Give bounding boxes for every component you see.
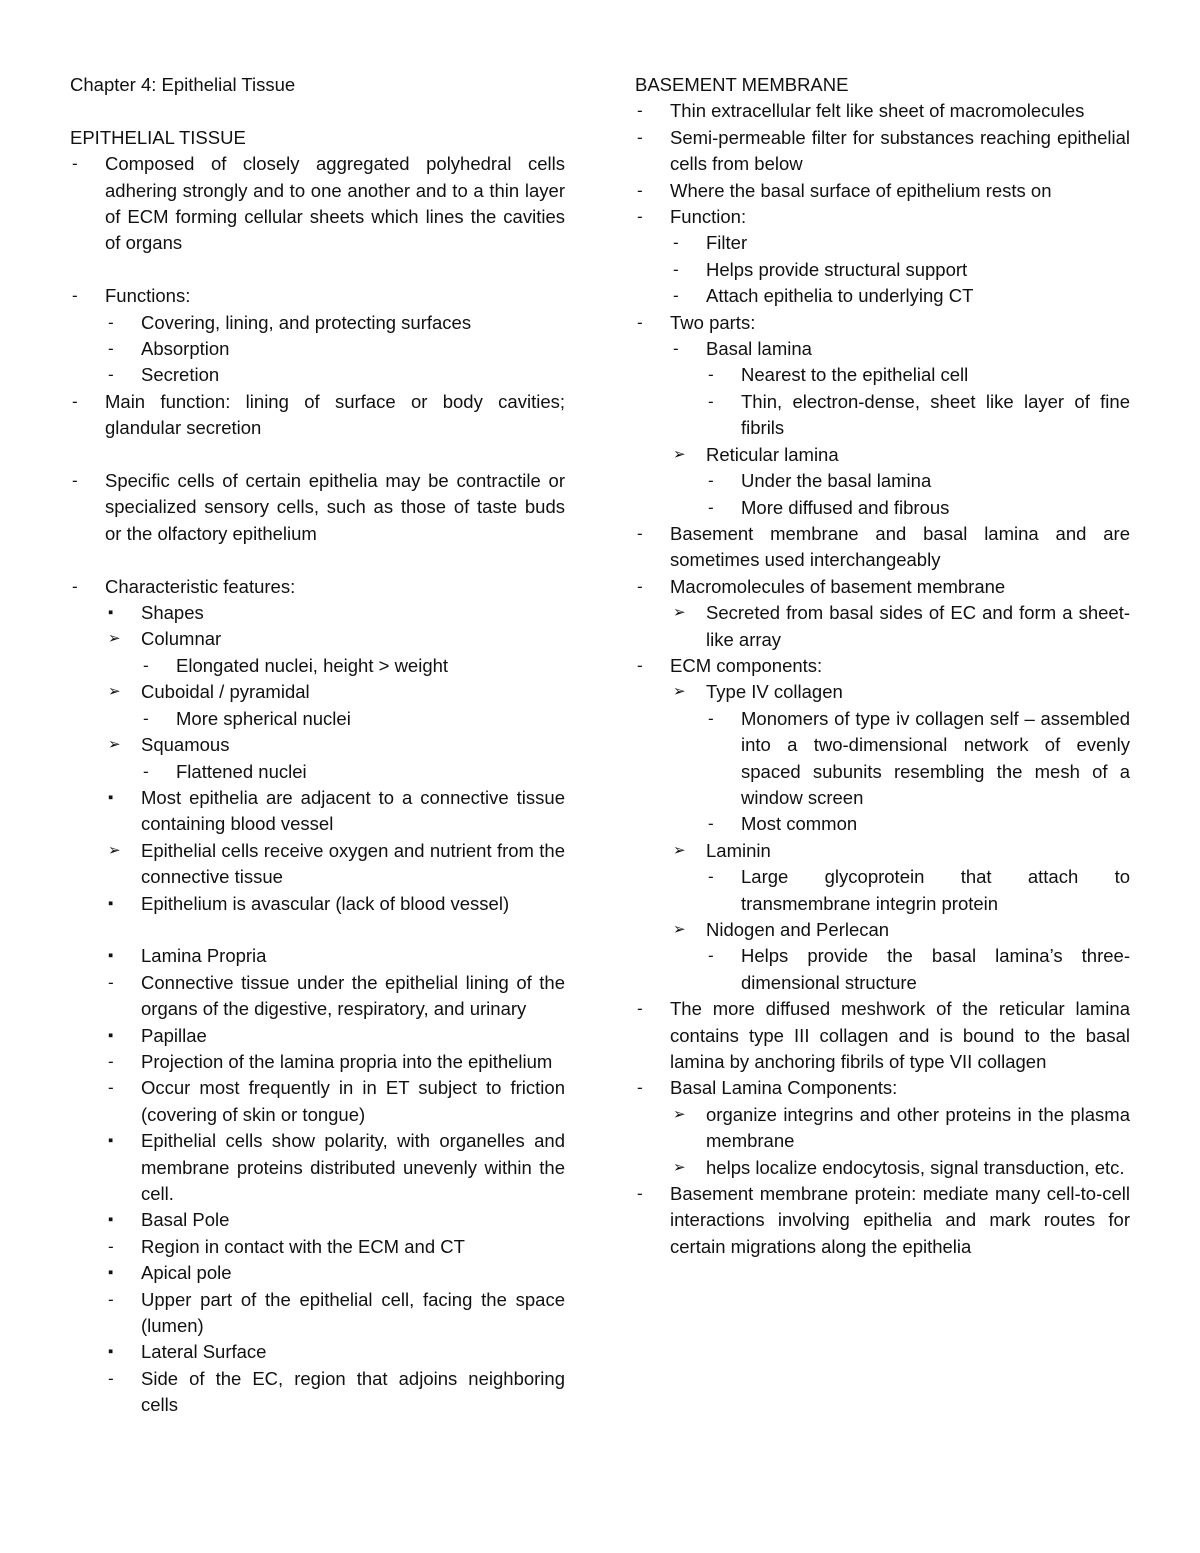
list-item-text: More spherical nuclei bbox=[176, 707, 351, 729]
list-item bbox=[70, 970, 565, 1023]
dash-bullet-icon: - bbox=[72, 391, 78, 411]
arrow-bullet-icon: ➢ bbox=[673, 683, 686, 701]
list-item bbox=[635, 679, 1130, 705]
list-item-text: Squamous bbox=[141, 734, 230, 756]
list-item bbox=[70, 1260, 565, 1286]
dash-bullet-icon: - bbox=[673, 339, 679, 359]
dash-bullet-icon: - bbox=[708, 391, 714, 411]
list-item bbox=[70, 1023, 565, 1049]
spacer bbox=[70, 442, 565, 468]
dash-bullet-icon: - bbox=[708, 814, 714, 834]
list-item bbox=[635, 521, 1130, 574]
list-item bbox=[70, 336, 565, 362]
square-bullet-icon: ▪ bbox=[108, 894, 114, 912]
list-item bbox=[70, 1207, 565, 1233]
dash-bullet-icon: - bbox=[637, 207, 643, 227]
list-item-text: Two parts: bbox=[670, 311, 756, 333]
list-item-text: Lamina Propria bbox=[141, 945, 267, 967]
dash-bullet-icon: - bbox=[637, 523, 643, 543]
list-item bbox=[70, 706, 565, 732]
arrow-bullet-icon: ➢ bbox=[108, 683, 121, 701]
basement-membrane-notes bbox=[635, 98, 1130, 1260]
list-item bbox=[70, 1075, 565, 1128]
dash-bullet-icon: - bbox=[673, 259, 679, 279]
list-item bbox=[635, 864, 1130, 917]
list-item-text: Basal lamina bbox=[706, 338, 812, 360]
epithelial-tissue-notes bbox=[70, 151, 565, 1418]
list-item bbox=[70, 679, 565, 705]
list-item bbox=[70, 759, 565, 785]
list-item-text: Basement membrane and basal lamina and are sometimes used interchangeably bbox=[670, 522, 1130, 571]
list-item bbox=[70, 1234, 565, 1260]
list-item bbox=[70, 362, 565, 388]
list-item-text: Side of the EC, region that adjoins neighboring cells bbox=[141, 1367, 565, 1416]
dash-bullet-icon: - bbox=[637, 127, 643, 147]
arrow-bullet-icon: ➢ bbox=[673, 445, 686, 463]
list-item bbox=[635, 310, 1130, 336]
dash-bullet-icon: - bbox=[637, 999, 643, 1019]
arrow-bullet-icon: ➢ bbox=[673, 1158, 686, 1176]
dash-bullet-icon: - bbox=[708, 471, 714, 491]
list-item bbox=[70, 1128, 565, 1207]
list-item bbox=[70, 1049, 565, 1075]
square-bullet-icon: ▪ bbox=[108, 1211, 114, 1229]
list-item-text: More diffused and fibrous bbox=[741, 496, 950, 518]
dash-bullet-icon: - bbox=[637, 1078, 643, 1098]
dash-bullet-icon: - bbox=[708, 365, 714, 385]
list-item-text: Basement membrane protein: mediate many cell-to-cell interactions involving epithelia and mark routes for certain migrations along the epithelia bbox=[670, 1183, 1130, 1257]
list-item-text: Lateral Surface bbox=[141, 1341, 267, 1363]
list-item bbox=[635, 1102, 1130, 1155]
dash-bullet-icon: - bbox=[708, 708, 714, 728]
dash-bullet-icon: - bbox=[108, 339, 114, 359]
list-item-text: Reticular lamina bbox=[706, 443, 839, 465]
list-item-text: Epithelial cells show polarity, with organelles and membrane proteins distributed unevenly within the cell. bbox=[141, 1130, 565, 1204]
list-item bbox=[70, 785, 565, 838]
arrow-bullet-icon: ➢ bbox=[108, 841, 121, 859]
square-bullet-icon: ▪ bbox=[108, 1264, 114, 1282]
list-item bbox=[70, 310, 565, 336]
dash-bullet-icon: - bbox=[637, 576, 643, 596]
list-item-text: Where the basal surface of epithelium rests on bbox=[670, 179, 1052, 201]
list-item bbox=[635, 811, 1130, 837]
list-item bbox=[635, 178, 1130, 204]
list-item-text: Columnar bbox=[141, 628, 222, 650]
list-item-text: Most common bbox=[741, 813, 858, 835]
dash-bullet-icon: - bbox=[108, 972, 114, 992]
list-item bbox=[70, 891, 565, 917]
list-item-text: Basal Pole bbox=[141, 1209, 230, 1231]
dash-bullet-icon: - bbox=[108, 1051, 114, 1071]
spacer bbox=[70, 98, 565, 124]
list-item-text: Shapes bbox=[141, 602, 204, 624]
list-item bbox=[635, 442, 1130, 468]
list-item bbox=[70, 732, 565, 758]
dash-bullet-icon: - bbox=[108, 1078, 114, 1098]
dash-bullet-icon: - bbox=[108, 312, 114, 332]
dash-bullet-icon: - bbox=[72, 154, 78, 174]
list-item-text: Monomers of type iv collagen self – assembled into a two-dimensional network of evenly spaced subunits resembling the mesh of a window screen bbox=[741, 707, 1130, 808]
dash-bullet-icon: - bbox=[637, 655, 643, 675]
list-item bbox=[635, 389, 1130, 442]
dash-bullet-icon: - bbox=[637, 101, 643, 121]
list-item-text: Thin, electron-dense, sheet like layer of fine fibrils bbox=[741, 390, 1130, 439]
list-item-text: Most epithelia are adjacent to a connective tissue containing blood vessel bbox=[141, 786, 565, 835]
list-item-text: Connective tissue under the epithelial lining of the organs of the digestive, respiratory, and urinary bbox=[141, 971, 565, 1020]
list-item bbox=[70, 838, 565, 891]
list-item-text: Nearest to the epithelial cell bbox=[741, 364, 969, 386]
list-item-text: Macromolecules of basement membrane bbox=[670, 575, 1006, 597]
list-item-text: Attach epithelia to underlying CT bbox=[706, 285, 974, 307]
arrow-bullet-icon: ➢ bbox=[108, 736, 121, 754]
dash-bullet-icon: - bbox=[108, 1368, 114, 1388]
list-item bbox=[635, 230, 1130, 256]
list-item bbox=[635, 1075, 1130, 1101]
list-item-text: Composed of closely aggregated polyhedral cells adhering strongly and to one another and to a thin layer of ECM forming cellular sheets which lines the cavities of organs bbox=[105, 153, 565, 254]
dash-bullet-icon: - bbox=[637, 180, 643, 200]
list-item-text: ECM components: bbox=[670, 654, 823, 676]
list-item-text: Cuboidal / pyramidal bbox=[141, 681, 310, 703]
list-item-text: Under the basal lamina bbox=[741, 470, 932, 492]
dash-bullet-icon: - bbox=[708, 946, 714, 966]
list-item-text: Region in contact with the ECM and CT bbox=[141, 1235, 465, 1257]
arrow-bullet-icon: ➢ bbox=[673, 1105, 686, 1123]
list-item bbox=[635, 600, 1130, 653]
arrow-bullet-icon: ➢ bbox=[108, 630, 121, 648]
dash-bullet-icon: - bbox=[673, 233, 679, 253]
spacer bbox=[70, 257, 565, 283]
list-item-text: Occur most frequently in in ET subject to friction (covering of skin or tongue) bbox=[141, 1077, 565, 1125]
list-item bbox=[635, 362, 1130, 388]
square-bullet-icon: ▪ bbox=[108, 1132, 114, 1150]
dash-bullet-icon: - bbox=[72, 286, 78, 306]
list-item bbox=[635, 653, 1130, 679]
dash-bullet-icon: - bbox=[108, 1236, 114, 1256]
list-item bbox=[70, 1366, 565, 1419]
list-item-text: Absorption bbox=[141, 338, 230, 360]
list-item-text: Function: bbox=[670, 206, 747, 228]
list-item-text: Specific cells of certain epithelia may be contractile or specialized sensory cells, such as those of taste buds or the olfactory epithelium bbox=[105, 470, 565, 544]
right-column bbox=[635, 72, 1130, 1260]
list-item bbox=[70, 574, 565, 600]
list-item bbox=[635, 257, 1130, 283]
list-item-text: Helps provide the basal lamina’s three-dimensional structure bbox=[741, 945, 1130, 993]
section-heading-basement-membrane: BASEMENT MEMBRANE bbox=[635, 74, 849, 95]
dash-bullet-icon: - bbox=[108, 365, 114, 385]
list-item-text: organize integrins and other proteins in the plasma membrane bbox=[706, 1103, 1130, 1152]
list-item bbox=[635, 125, 1130, 178]
list-item-text: Thin extracellular felt like sheet of macromolecules bbox=[670, 100, 1085, 122]
list-item bbox=[635, 706, 1130, 812]
list-item-text: Secretion bbox=[141, 364, 220, 386]
list-item bbox=[635, 996, 1130, 1075]
square-bullet-icon: ▪ bbox=[108, 788, 114, 806]
list-item-text: Main function: lining of surface or body cavities; glandular secretion bbox=[105, 390, 565, 439]
list-item-text: Basal Lamina Components: bbox=[670, 1077, 898, 1099]
square-bullet-icon: ▪ bbox=[108, 1026, 114, 1044]
list-item bbox=[635, 283, 1130, 309]
list-item-text: Type IV collagen bbox=[706, 681, 843, 703]
list-item-text: Epithelium is avascular (lack of blood vessel) bbox=[141, 892, 510, 914]
list-item bbox=[635, 336, 1130, 362]
list-item-text: Flattened nuclei bbox=[176, 760, 307, 782]
list-item-text: Semi-permeable filter for substances reaching epithelial cells from below bbox=[670, 126, 1130, 175]
list-item bbox=[635, 917, 1130, 943]
list-item bbox=[70, 943, 565, 969]
dash-bullet-icon: - bbox=[637, 312, 643, 332]
dash-bullet-icon: - bbox=[637, 1184, 643, 1204]
list-item-text: Functions: bbox=[105, 285, 191, 307]
list-item bbox=[635, 943, 1130, 996]
list-item-text: Laminin bbox=[706, 839, 771, 861]
list-item-text: Nidogen and Perlecan bbox=[706, 919, 890, 940]
list-item-text: Covering, lining, and protecting surfaces bbox=[141, 311, 472, 333]
dash-bullet-icon: - bbox=[143, 655, 149, 675]
list-item bbox=[635, 204, 1130, 230]
list-item-text: Secreted from basal sides of EC and form a sheet-like array bbox=[706, 602, 1130, 650]
section-heading-epithelial-tissue: EPITHELIAL TISSUE bbox=[70, 126, 246, 148]
list-item bbox=[70, 600, 565, 626]
arrow-bullet-icon: ➢ bbox=[673, 604, 686, 622]
list-item bbox=[70, 1287, 565, 1340]
spacer bbox=[70, 547, 565, 573]
spacer bbox=[70, 917, 565, 943]
list-item bbox=[635, 574, 1130, 600]
dash-bullet-icon: - bbox=[143, 708, 149, 728]
square-bullet-icon: ▪ bbox=[108, 947, 114, 965]
dash-bullet-icon: - bbox=[673, 286, 679, 306]
list-item bbox=[635, 495, 1130, 521]
dash-bullet-icon: - bbox=[108, 1289, 114, 1309]
square-bullet-icon: ▪ bbox=[108, 604, 114, 622]
list-item-text: Projection of the lamina propria into the epithelium bbox=[141, 1050, 553, 1072]
list-item bbox=[635, 1181, 1130, 1260]
list-item bbox=[70, 626, 565, 652]
list-item bbox=[635, 838, 1130, 864]
chapter-title: Chapter 4: Epithelial Tissue bbox=[70, 74, 296, 95]
list-item bbox=[635, 98, 1130, 124]
list-item-text: Characteristic features: bbox=[105, 575, 296, 597]
list-item-text: The more diffused meshwork of the reticular lamina contains type III collagen and is bound to the basal lamina by anchoring fibrils of type VII collagen bbox=[670, 998, 1130, 1073]
dash-bullet-icon: - bbox=[72, 576, 78, 596]
list-item-text: Filter bbox=[706, 232, 748, 254]
left-column bbox=[70, 72, 565, 1419]
list-item-text: Helps provide structural support bbox=[706, 258, 968, 280]
square-bullet-icon: ▪ bbox=[108, 1343, 114, 1361]
list-item bbox=[70, 468, 565, 547]
list-item-text: Apical pole bbox=[141, 1262, 232, 1284]
list-item bbox=[70, 389, 565, 442]
list-item bbox=[70, 283, 565, 309]
list-item-text: Upper part of the epithelial cell, facing the space (lumen) bbox=[141, 1288, 565, 1337]
list-item-text: Papillae bbox=[141, 1024, 207, 1046]
dash-bullet-icon: - bbox=[708, 497, 714, 517]
arrow-bullet-icon: ➢ bbox=[673, 841, 686, 859]
list-item bbox=[635, 468, 1130, 494]
list-item bbox=[70, 151, 565, 257]
dash-bullet-icon: - bbox=[72, 471, 78, 491]
list-item-text: Large glycoprotein that attach to transmembrane integrin protein bbox=[741, 866, 1130, 914]
dash-bullet-icon: - bbox=[708, 867, 714, 887]
list-item bbox=[70, 1339, 565, 1365]
list-item bbox=[70, 653, 565, 679]
list-item-text: Epithelial cells receive oxygen and nutrient from the connective tissue bbox=[141, 839, 565, 888]
list-item-text: helps localize endocytosis, signal transduction, etc. bbox=[706, 1156, 1125, 1178]
list-item-text: Elongated nuclei, height > weight bbox=[176, 654, 449, 676]
list-item bbox=[635, 1155, 1130, 1181]
dash-bullet-icon: - bbox=[143, 761, 149, 781]
arrow-bullet-icon: ➢ bbox=[673, 921, 686, 938]
